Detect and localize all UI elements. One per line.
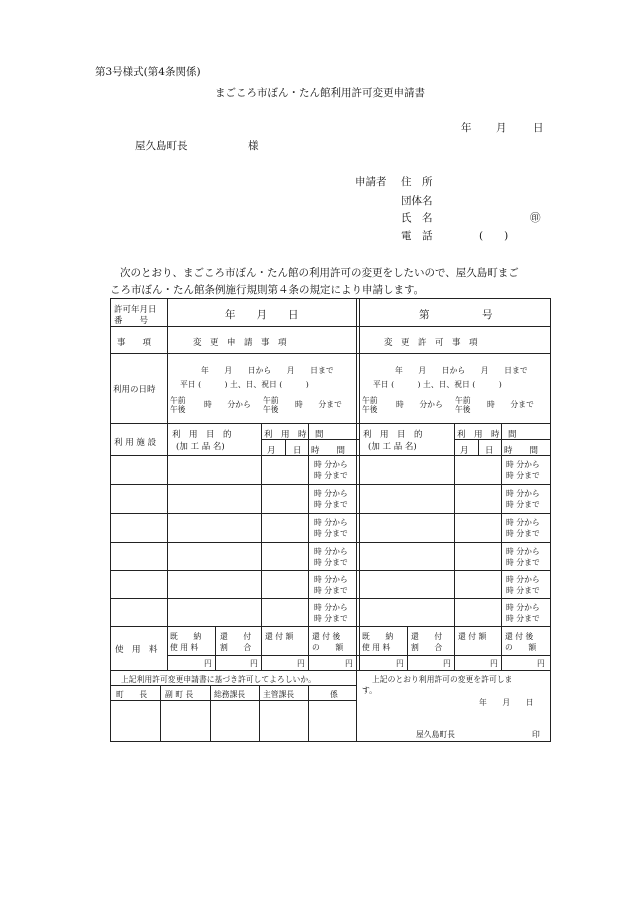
time-header: 時 間 — [311, 446, 346, 456]
fee-refund-1-right: 還 付 — [411, 632, 443, 641]
honorific: 様 — [248, 140, 259, 152]
chief-header: 主管課長 — [263, 690, 295, 699]
permit-date-range: 年 月 日から 月 日まで — [395, 366, 528, 375]
fee-after-2-right: の 額 — [505, 643, 537, 652]
month-header: 月 — [267, 446, 276, 456]
fee-refund-1: 還 付 — [220, 632, 252, 641]
permit-am-2: 午前 — [455, 396, 471, 405]
permit-no-value: 第 号 — [419, 309, 493, 321]
request-am-2: 午前 — [263, 396, 279, 405]
permit-seal: 印 — [532, 730, 540, 739]
time-to-row-6-right: 時 分まで — [506, 614, 540, 623]
change-request-heading: 変 更 申 請 事 項 — [193, 338, 287, 348]
addressee: 屋久島町長 — [135, 140, 188, 152]
time-to-row-4: 時 分まで — [314, 558, 348, 567]
staff-header: 係 — [330, 690, 338, 699]
time-to-row-5-right: 時 分まで — [506, 586, 540, 595]
fee-paid-1: 既 納 — [170, 632, 202, 641]
matter-label: 事 項 — [117, 338, 152, 348]
intro-line-2: ころ市ぼん・たん館条例施行規則第４条の規定により申請します。 — [110, 284, 425, 296]
fee-refund-2-right: 割 合 — [411, 643, 443, 652]
month-header-2: 月 — [460, 446, 469, 456]
time-from-row-5-right: 時 分から — [506, 575, 540, 584]
change-permit-heading: 変 更 許 可 事 項 — [384, 338, 478, 348]
purpose-product-label: (加 工 品 名) — [176, 442, 225, 452]
time-from-row-6-right: 時 分から — [506, 603, 540, 612]
time-to-row-3: 時 分まで — [314, 529, 348, 538]
date-label: 利用の日時 — [113, 385, 156, 395]
time-from-row-1: 時 分から — [314, 460, 348, 469]
date-month: 月 — [496, 122, 507, 134]
permit-time-from: 時 分から — [396, 400, 443, 409]
yen-6: 円 — [443, 659, 451, 668]
purpose-label: 利 用 目 的 — [172, 430, 232, 440]
time-to-row-5: 時 分まで — [314, 586, 348, 595]
time-from-row-6: 時 分から — [314, 603, 348, 612]
permit-date-label-2: 番 号 — [114, 316, 149, 326]
permit-date: 年 月 日 — [479, 698, 534, 707]
fee-after-1-right: 還 付 後 — [505, 632, 534, 641]
usage-time-label: 利 用 時 間 — [264, 430, 324, 440]
yen-8: 円 — [537, 659, 545, 668]
time-from-row-2-right: 時 分から — [506, 489, 540, 498]
permit-notice-line-2: す。 — [362, 686, 377, 695]
usage-time-label-2: 利 用 時 間 — [457, 430, 517, 440]
purpose-label-2: 利 用 目 的 — [363, 430, 423, 440]
time-from-row-3-right: 時 分から — [506, 518, 540, 527]
time-from-row-4-right: 時 分から — [506, 547, 540, 556]
fee-paid-2: 使 用 料 — [170, 643, 199, 652]
time-from-row-4: 時 分から — [314, 547, 348, 556]
request-pm: 午後 — [170, 405, 186, 414]
fee-refund-2: 割 合 — [220, 643, 252, 652]
time-to-row-1-right: 時 分まで — [506, 471, 540, 480]
permit-date-value: 年 月 日 — [225, 309, 299, 321]
applicant-address: 住 所 — [401, 176, 433, 188]
vice-mayor-header: 副 町 長 — [165, 690, 194, 699]
time-header-2: 時 間 — [504, 446, 539, 456]
time-from-row-3: 時 分から — [314, 518, 348, 527]
time-to-row-1: 時 分まで — [314, 471, 348, 480]
fee-paid-1-right: 既 納 — [362, 632, 394, 641]
general-affairs-header: 総務課長 — [214, 690, 246, 699]
yen-2: 円 — [250, 659, 258, 668]
time-to-row-3-right: 時 分まで — [506, 529, 540, 538]
day-header: 日 — [293, 446, 302, 456]
permit-date-label-1: 許可年月日 — [114, 305, 157, 315]
yen-4: 円 — [345, 659, 353, 668]
fee-after-1: 還 付 後 — [312, 632, 341, 641]
time-to-row-2-right: 時 分まで — [506, 500, 540, 509]
fee-paid-2-right: 使 用 料 — [362, 643, 391, 652]
permit-time-to: 時 分まで — [487, 400, 534, 409]
applicant-phone: 電 話 — [401, 230, 433, 242]
request-time-to: 時 分まで — [295, 400, 342, 409]
date-year: 年 — [461, 122, 472, 134]
intro-line-1: 次のとおり、まごころ市ぼん・たん館の利用許可の変更をしたいので、屋久島町まご — [120, 267, 519, 279]
time-to-row-2: 時 分まで — [314, 500, 348, 509]
permit-pm: 午後 — [362, 405, 378, 414]
time-from-row-2: 時 分から — [314, 489, 348, 498]
yen-3: 円 — [297, 659, 305, 668]
request-pm-2: 午後 — [263, 405, 279, 414]
fee-refund-amount: 還 付 額 — [265, 632, 294, 641]
mayor-header: 町 長 — [116, 690, 148, 699]
day-header-2: 日 — [485, 446, 494, 456]
yen-5: 円 — [396, 659, 404, 668]
request-weekday-holiday: 平日 ( ) 土、日、祝日 ( ) — [180, 380, 309, 389]
page-title: まごころ市ぼん・たん館利用許可変更申請書 — [215, 87, 425, 99]
approval-question: 上記利用許可変更申請書に基づき許可してよろしいか。 — [121, 675, 316, 684]
date-day: 日 — [533, 122, 544, 134]
facility-label: 利 用 施 設 — [114, 438, 157, 448]
time-to-row-4-right: 時 分まで — [506, 558, 540, 567]
time-to-row-6: 時 分まで — [314, 614, 348, 623]
purpose-product-label-2: (加 工 品 名) — [368, 442, 417, 452]
permit-signer: 屋久島町長 — [416, 730, 455, 739]
time-from-row-5: 時 分から — [314, 575, 348, 584]
request-date-range: 年 月 日から 月 日まで — [201, 366, 334, 375]
request-time-from: 時 分から — [204, 400, 251, 409]
permit-notice-line-1: 上記のとおり利用許可の変更を許可しま — [372, 675, 513, 684]
fee-after-2: の 額 — [312, 643, 344, 652]
applicant-name: 氏 名 — [401, 212, 433, 224]
permit-am: 午前 — [362, 396, 378, 405]
form-number: 第3号様式(第4条関係) — [95, 66, 201, 78]
yen-7: 円 — [490, 659, 498, 668]
yen-1: 円 — [204, 659, 212, 668]
permit-weekday-holiday: 平日 ( ) 土、日、祝日 ( ) — [373, 380, 502, 389]
request-am: 午前 — [170, 396, 186, 405]
time-from-row-1-right: 時 分から — [506, 460, 540, 469]
phone-parentheses: ( ) — [479, 230, 509, 242]
applicant-org: 団体名 — [401, 195, 433, 207]
permit-pm-2: 午後 — [455, 405, 471, 414]
fee-refund-amount-right: 還 付 額 — [458, 632, 487, 641]
applicant-label: 申請者 — [355, 176, 387, 188]
applicant-seal: ㊞ — [530, 212, 541, 224]
fee-label: 使 用 料 — [115, 645, 158, 655]
